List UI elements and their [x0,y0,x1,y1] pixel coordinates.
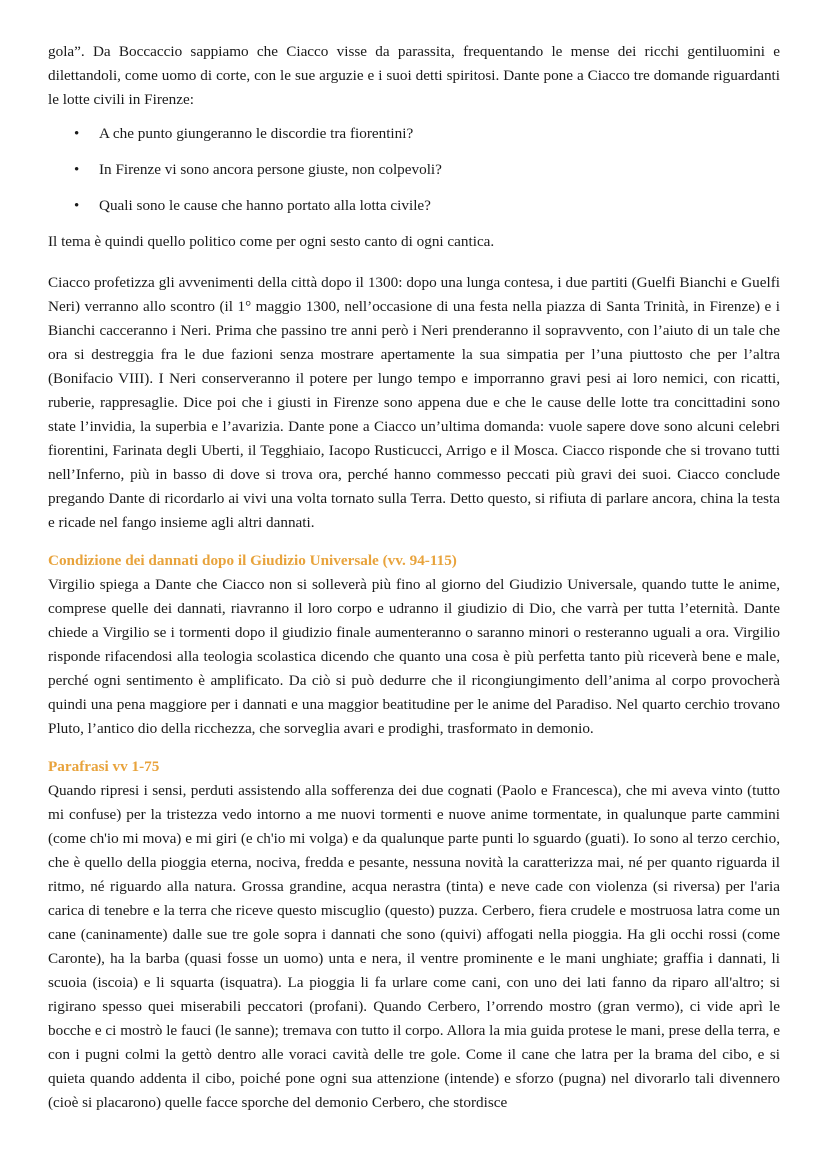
document-page [48,40,780,1115]
list-item [48,158,780,194]
list-item [48,194,780,230]
judgment-paragraph: Virgilio spiega a Dante che Ciacco non si solleverà più fino al giorno del Giudizio Universale, quando tutte le anime, comprese quelle dei dannati, riavranno il loro corpo e udranno il giudizio di Dio, che varrà per tutta l’eternità. Dante chiede a Virgilio se i tormenti dopo il giudizio finale aumenteranno o saranno minori o resteranno uguali a ora. Virgilio risponde rifacendosi alla teologia scolastica dicendo che quanto una cosa è più perfetta tanto più riceverà bene e male, perché ogni sentimento è amplificato. Da ciò si può dedurre che il ricongiungimento dell’anima al corpo provocherà quindi una pena maggiore per i dannati e una maggior beatitudine per le anime del Paradiso. Nel quarto cerchio trovano Pluto, l’antico dio della ricchezza, che sorveglia avari e prodighi, trasformato in demonio. [48,576,780,737]
list-item [48,122,780,158]
judgment-heading: Condizione dei dannati dopo il Giudizio Universale (vv. 94-115) [48,552,457,569]
bullet-icon: • [74,198,80,214]
questions-list [48,122,780,230]
theme-paragraph: Il tema è quindi quello politico come per ogni sesto canto di ogni cantica. [48,233,495,250]
question-text: Quali sono le cause che hanno portato alla lotta civile? [99,197,431,214]
prophecy-paragraph: Ciacco profetizza gli avvenimenti della città dopo il 1300: dopo una lunga contesa, i due partiti (Guelfi Bianchi e Guelfi Neri) verranno allo scontro (il 1° maggio 1300, nell’occasione di una festa nella piazza di Santa Trinità, in Firenze) e i Bianchi cacceranno i Neri. Prima che passino tre anni però i Neri prenderanno il sopravvento, con l’aiuto di un tale che ora si destreggia fra le due fazioni senza mostrare apertamente la sua simpatia per l’una piuttosto che per l’altra (Bonifacio VIII). I Neri conserveranno il potere per lungo tempo e imporranno gravi pesi ai loro nemici, con ricatti, ruberie, rappresaglie. Dice poi che i giusti in Firenze sono appena due e che le cause delle lotte tra concittadini sono state l’invidia, la superbia e l’avarizia. Dante pone a Ciacco un’ultima domanda: vuole sapere dove sono alcuni celebri fiorentini, Farinata degli Uberti, il Tegghiaio, Iacopo Rusticucci, Arrigo e il Mosca. Ciacco risponde che si trovano tutti nell’Inferno, più in basso di dove si trova ora, perché hanno commesso peccati più gravi dei suoi. Ciacco conclude pregando Dante di ricordarlo ai vivi una volta tornato sulla Terra. Detto questo, si rifiuta di parlare ancora, china la testa e ricade nel fango insieme agli altri dannati. [48,274,780,531]
paraphrase-paragraph: Quando ripresi i sensi, perduti assistendo alla sofferenza dei due cognati (Paolo e Francesca), che mi aveva vinto (tutto mi confuse) per la tristezza vedo intorno a me nuovi tormenti e nuove anime tormentate, in qualunque parte cammini (come ch'io mi mova) e mi giri (e ch'io mi volga) e da qualunque parte punti lo sguardo (guati). Io sono al terzo cerchio, che è quello della pioggia eterna, nociva, fredda e pesante, nessuna novità la caratterizza mai, né per quanto riguarda il ritmo, né riguardo alla natura. Grossa grandine, acqua nerastra (tinta) e neve cade con violenza (si riversa) per l'aria carica di tenebre e la terra che riceve questo miscuglio (questo) puzza. Cerbero, fiera crudele e mostruosa latra come un cane (caninamente) dalle sue tre gole sopra i dannati che sono (quivi) affogati nella pioggia. Ha gli occhi rossi (come Caronte), ha la barba (quasi fosse un uomo) unta e nera, il ventre prominente e le mani unghiate; graffia i dannati, li scuoia (iscoia) e li squarta (isquatra). La pioggia li fa urlare come cani, con uno dei lati fanno da riparo all'altro; si rigirano spesso quei miserabili peccatori (profani). Quando Cerbero, l’orrendo mostro (gran vermo), ci vide aprì le bocche e ci mostrò le fauci (le sanne); tremava con tutto il corpo. Allora la mia guida protese le mani, prese della terra, e con i pugni colmi la gettò dentro alle voraci cavità delle tre gole. Come il cane che latra per la brama del cibo, e si quieta quando addenta il cibo, poiché pone ogni sua attenzione (intende) e sforzo (pugna) nel divorarlo tali divennero (cioè si placarono) quelle facce sporche del demonio Cerbero, che stordisce [48,782,780,1111]
paraphrase-heading: Parafrasi vv 1-75 [48,758,160,775]
bullet-icon: • [74,162,80,178]
intro-paragraph: gola”. Da Boccaccio sappiamo che Ciacco visse da parassita, frequentando le mense dei ricchi gentiluomini e dilettandoli, come uomo di corte, con le sue arguzie e i suoi detti spiritosi. Dante pone a Ciacco tre domande riguardanti le lotte civili in Firenze: [48,43,780,108]
question-text: In Firenze vi sono ancora persone giuste, non colpevoli? [99,161,442,178]
question-text: A che punto giungeranno le discordie tra fiorentini? [99,125,414,142]
bullet-icon: • [74,126,80,142]
